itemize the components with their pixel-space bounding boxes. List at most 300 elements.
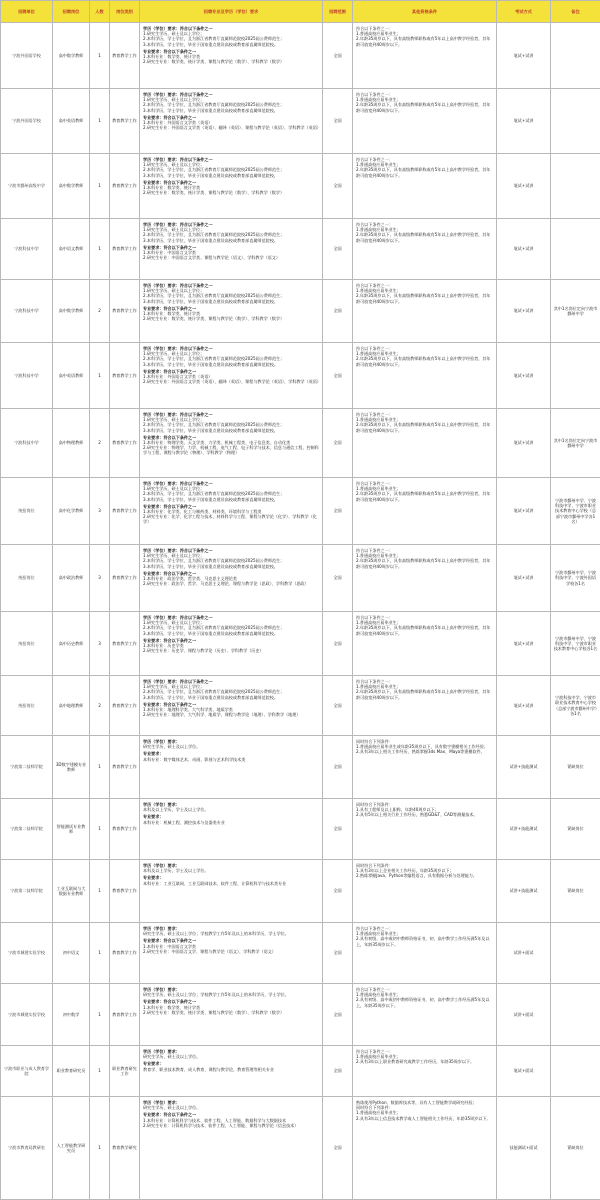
range-cell: 全国 [323, 219, 353, 280]
requirement-line: 3.本科学历，学士学位，毕业于国家重点建设高校或教育部直属师范院校。 [143, 108, 319, 113]
requirements-cell [140, 984, 323, 1046]
condition-line: 2.年龄35周岁以下，具有高级教师职称或有5年以上高中教学经验者，其年龄可放宽到40周岁以下。 [356, 102, 493, 112]
exam-cell: 试讲+面试 [497, 984, 551, 1046]
exam-cell: 试讲+面试 [497, 923, 551, 984]
unit-cell: 宁波科技中学 [1, 280, 53, 343]
requirement-line: 本科专业：工业互联网、工业互联网技术、软件工程、计算机科学与技术类专业 [143, 881, 319, 886]
requirement-group [143, 157, 319, 178]
condition-line: 符合以下条件之一： [356, 283, 493, 288]
range-cell: 全国 [323, 736, 353, 799]
requirement-line: 1.本科专业：数学类、统计学类 [143, 185, 319, 190]
requirement-heading: 专业要求：符合以下条件之一 [143, 938, 319, 943]
exam-cell: 笔试+试讲 [497, 154, 551, 219]
note-cell: 宁波市鄞州中学、宁波科技中学、宁波市职业技术教育中心学校（总部宁波市鄞州中学各1名） [551, 478, 600, 545]
condition-line: 符合以下条件之一： [356, 157, 493, 162]
exam-cell: 笔试+试讲 [497, 280, 551, 343]
conditions-cell [353, 736, 497, 799]
requirement-group [143, 1049, 319, 1059]
requirement-line: 2.本科学历，学士学位，且为浙江省教育厅直属师范院校2025届公费师范生； [143, 293, 319, 298]
count-cell: 1 [90, 89, 110, 154]
requirement-line: 1.研究生学历，硕士及以上学位； [143, 684, 319, 689]
requirement-heading: 专业要求：符合以下条件之一 [143, 115, 319, 120]
count-cell: 1 [90, 923, 110, 984]
requirement-heading: 专业要求：符合以下条件之一 [143, 999, 319, 1004]
requirement-line: 2.研究生专业：数学类、统计学类、课程与教学论（数学）、学科教学（数学） [143, 190, 319, 195]
exam-cell: 笔试+面试 [497, 1046, 551, 1097]
table-row [1, 676, 600, 736]
table-row [1, 1097, 600, 1200]
requirement-heading: 专业要求：符合以下条件之一 [143, 1112, 319, 1117]
note-cell [551, 219, 600, 280]
requirements-cell [140, 1046, 323, 1097]
condition-line: 符合以下条件之一： [356, 926, 493, 931]
requirement-heading: 学历（学位）要求：符合以下条件之一 [143, 679, 319, 684]
count-cell: 2 [90, 409, 110, 478]
condition-line: 2.熟练掌握Java、Python等编程语言，具有数据分析与处理能力。 [356, 873, 493, 878]
requirement-heading: 学历（学位）要求： [143, 863, 319, 868]
condition-line: 符合以下条件之一： [356, 481, 493, 486]
requirement-group [143, 987, 319, 997]
header-range: 招聘范围 [323, 1, 353, 23]
requirements-cell [140, 89, 323, 154]
condition-line: 2.具有初级、高中或初中教师资格证书，初、高中教学工作经历满5年及以上，年龄35周岁以下。 [356, 936, 493, 946]
range-cell: 全国 [323, 676, 353, 736]
category-cell: 职业教育研究工作 [110, 1046, 140, 1097]
requirement-line: 2.本科学历，学士学位，且为浙江省教育厅直属师范院校2025届公费师范生； [143, 625, 319, 630]
table-row [1, 219, 600, 280]
post-cell: 智能测试专业教师 [53, 799, 90, 860]
condition-line: 1.普通高校应届毕业生； [356, 31, 493, 36]
table-row [1, 409, 600, 478]
conditions-cell [353, 409, 497, 478]
requirement-line: 2.研究生专业：化学、化学工程与技术、材料科学与工程、课程与教学论（化学）、学科教学（化学） [143, 514, 319, 524]
note-cell [551, 1046, 600, 1097]
post-cell: 高中数学教师 [53, 154, 90, 219]
requirements-cell [140, 478, 323, 545]
requirement-line: 2.研究生专业：数学类、统计学类、课程与教学论（数学）、学科教学（数学） [143, 59, 319, 64]
requirement-group [143, 245, 319, 261]
note-cell: 紧缺岗位 [551, 799, 600, 860]
note-cell [551, 343, 600, 409]
condition-line: 1.普通高校应届毕业生； [356, 288, 493, 293]
header-post: 招聘岗位 [53, 1, 90, 23]
conditions-cell [353, 89, 497, 154]
requirement-heading: 学历（学位）要求： [143, 1049, 319, 1054]
table-row [1, 23, 600, 89]
header-note: 备注 [551, 1, 600, 23]
count-cell: 1 [90, 1046, 110, 1097]
conditions-cell [353, 676, 497, 736]
condition-line: 符合以下条件之一： [356, 412, 493, 417]
exam-cell: 试讲+技能测试 [497, 799, 551, 860]
requirement-group [143, 346, 319, 367]
exam-cell: 笔试+试讲 [497, 409, 551, 478]
condition-line: 1.普通高校应届毕业生； [356, 684, 493, 689]
condition-line: 1.普通高校应届毕业生； [356, 486, 493, 491]
requirement-group [143, 504, 319, 525]
condition-line: 2.年龄35周岁以下，具有高级教师职称或有5年以上高中教学经验者，其年龄可放宽到40周岁以下。 [356, 558, 493, 568]
requirement-heading: 学历（学位）要求： [143, 739, 319, 744]
category-cell: 教育教学工作 [110, 545, 140, 612]
conditions-cell [353, 612, 497, 676]
exam-cell: 笔试+试讲 [497, 545, 551, 612]
requirement-line: 2.本科学历，学士学位，且为浙江省教育厅直属师范院校2025届公费师范生； [143, 232, 319, 237]
condition-line: 1.普通高校应届毕业生； [356, 417, 493, 422]
requirement-group [143, 306, 319, 322]
count-cell: 2 [90, 676, 110, 736]
requirement-group [143, 751, 319, 761]
range-cell: 全国 [323, 984, 353, 1046]
table-row [1, 1046, 600, 1097]
requirements-cell [140, 860, 323, 923]
post-cell: 高中英语教师 [53, 343, 90, 409]
post-cell: 高中化学教师 [53, 478, 90, 545]
requirement-group [143, 26, 319, 47]
requirement-group [143, 702, 319, 718]
requirement-line: 1.本科专业：地理科学类、大气科学类、地质学类 [143, 707, 319, 712]
requirement-heading: 学历（学位）要求：符合以下条件之一 [143, 92, 319, 97]
requirement-line: 3.本科学历，学士学位，毕业于国家重点建设高校或教育部直属师范院校。 [143, 299, 319, 304]
condition-line: 2.年龄35周岁以下，具有高级教师职称或有5年以上高中教学经验者，其年龄可放宽到40周岁以下。 [356, 625, 493, 635]
requirement-heading: 学历（学位）要求：符合以下条件之一 [143, 412, 319, 417]
requirement-line: 3.本科学历，学士学位，毕业于国家重点建设高校或教育部直属师范院校。 [143, 497, 319, 502]
requirement-line: 2.研究生专业：中国语言文学类、课程与教学论（语文）、学科教学（语文） [143, 255, 319, 260]
note-cell: 紧缺岗位 [551, 1097, 600, 1200]
requirements-cell [140, 923, 323, 984]
requirement-group [143, 283, 319, 304]
unit-cell: 统招岗位 [1, 612, 53, 676]
condition-line: 1.普通高校应届毕业生； [356, 620, 493, 625]
range-cell: 全国 [323, 799, 353, 860]
requirements-cell [140, 219, 323, 280]
requirement-line: 3.本科学历，学士学位，毕业于国家重点建设高校或教育部直属师范院校。 [143, 42, 319, 47]
condition-line: 2.年龄35周岁以下，具有高级教师职称或有5年以上高中教学经验者，其年龄可放宽到40周岁以下。 [356, 167, 493, 177]
requirement-line: 1.研究生学历，硕士及以上学位； [143, 97, 319, 102]
condition-line: 同时符合下列条件： [356, 863, 493, 868]
requirements-cell [140, 343, 323, 409]
post-cell: 高中英语教师 [53, 89, 90, 154]
category-cell: 教育教学工作 [110, 280, 140, 343]
requirement-heading: 专业要求： [143, 1061, 319, 1066]
requirement-heading: 专业要求：符合以下条件之一 [143, 180, 319, 185]
unit-cell: 宁波第二技师学院 [1, 799, 53, 860]
table-row [1, 984, 600, 1046]
count-cell: 3 [90, 612, 110, 676]
category-cell: 教育教学工作 [110, 612, 140, 676]
requirement-group [143, 49, 319, 65]
requirement-heading: 学历（学位）要求：符合以下条件之一 [143, 346, 319, 351]
unit-cell: 宁波第二技师学院 [1, 736, 53, 799]
note-cell: 宁波市鄞州中学、宁波科技中学、宁波外国语学校各1名 [551, 545, 600, 612]
requirement-line: 3.本科学历，学士学位，毕业于国家重点建设高校或教育部直属师范院校。 [143, 238, 319, 243]
exam-cell: 笔试+试讲 [497, 219, 551, 280]
requirement-heading: 学历（学位）要求：符合以下条件之一 [143, 548, 319, 553]
exam-cell: 技能测试+面试 [497, 1097, 551, 1200]
note-cell [551, 923, 600, 984]
unit-cell: 宁波外国语学校 [1, 23, 53, 89]
range-cell: 全国 [323, 343, 353, 409]
count-cell: 1 [90, 23, 110, 89]
post-cell: 人工智能教学研究员 [53, 1097, 90, 1200]
condition-line: 2.具有3年以上信息技术教学或人工智能相关工作经历，年龄35周岁以下。 [356, 1116, 493, 1121]
requirement-heading: 学历（学位）要求： [143, 802, 319, 807]
requirement-line: 2.研究生专业：地理学、大气科学、地质学、课程与教学论（地理）、学科教学（地理） [143, 712, 319, 717]
condition-line: 2.具有3年以上相关工作经历，熟练掌握3ds Max、Maya等建模软件。 [356, 749, 493, 754]
count-cell: 1 [90, 736, 110, 799]
requirement-line: 1.本科专业：数学类、统计学类 [143, 311, 319, 316]
requirement-group [143, 571, 319, 587]
condition-line: 2.年龄35周岁以下，具有高级教师职称或有5年以上高中教学经验者，其年龄可放宽到40周岁以下。 [356, 356, 493, 366]
requirement-line: 本科专业：机械工程、测控技术与仪器类专业 [143, 820, 319, 825]
requirement-line: 1.研究生学历，硕士及以上学位； [143, 31, 319, 36]
range-cell: 全国 [323, 1097, 353, 1200]
header-category: 岗位类别 [110, 1, 140, 23]
condition-line: 2.年龄35周岁以下，具有高级教师职称或有5年以上高中教学经验者，其年龄可放宽到40周岁以下。 [356, 689, 493, 699]
header-count: 人数 [90, 1, 110, 23]
table-row [1, 799, 600, 860]
requirement-heading: 专业要求：符合以下条件之一 [143, 49, 319, 54]
requirement-line: 研究生学历，硕士及以上学位；学校教学工作5年及以上的本科学历，学士学位。 [143, 931, 319, 936]
requirements-cell [140, 23, 323, 89]
category-cell: 教育教学工作 [110, 409, 140, 478]
requirement-line: 本科专业：数字媒体艺术、动画、影视与艺术科学技术类 [143, 757, 319, 762]
requirement-line: 2.本科学历，学士学位，且为浙江省教育厅直属师范院校2025届公费师范生； [143, 167, 319, 172]
requirement-heading: 专业要求：符合以下条件之一 [143, 369, 319, 374]
condition-line: 2.年龄35周岁以下，具有高级教师职称或有5年以上高中教学经验者，其年龄可放宽到40周岁以下。 [356, 232, 493, 242]
requirement-heading: 学历（学位）要求： [143, 1100, 319, 1105]
count-cell: 3 [90, 545, 110, 612]
table-row [1, 343, 600, 409]
requirement-line: 2.研究生专业：外国语言文学类（英语）、翻译（英语）、课程与教学论（英语）、学科教学（英语） [143, 125, 319, 130]
conditions-cell [353, 984, 497, 1046]
requirement-line: 研究生学历，硕士及以上学位；学校教学工作5年及以上的本科学历，学士学位。 [143, 992, 319, 997]
requirement-line: 1.本科专业：化学类、化工与制药类、材料类、环境科学与工程类 [143, 509, 319, 514]
requirement-line: 1.本科专业：数学类、统计学类 [143, 1005, 319, 1010]
category-cell: 教育教学工作 [110, 860, 140, 923]
category-cell: 教育教学工作 [110, 219, 140, 280]
range-cell: 全国 [323, 478, 353, 545]
requirements-cell [140, 409, 323, 478]
post-cell: 高中数学教师 [53, 23, 90, 89]
note-cell [551, 984, 600, 1046]
requirement-heading: 专业要求：符合以下条件之一 [143, 306, 319, 311]
post-cell: 工业互联网与大数据专业教师 [53, 860, 90, 923]
unit-cell: 宁波外国语学校 [1, 89, 53, 154]
condition-line: 1.普通高校应届毕业生或年龄35周岁以下，具有数字建模相关工作经验； [356, 744, 493, 749]
count-cell: 1 [90, 154, 110, 219]
requirement-line: 2.研究生专业：物理学、力学、机械工程、电气工程、电子科学与技术、信息与通信工程、控制科学与工程、课程与教学论（物理）、学科教学（物理） [143, 445, 319, 455]
requirement-line: 1.研究生学历，硕士及以上学位； [143, 417, 319, 422]
requirements-cell [140, 736, 323, 799]
requirement-line: 1.本科专业：计算机科学与技术、软件工程、人工智能、数据科学与大数据技术 [143, 1118, 319, 1123]
requirement-group [143, 802, 319, 812]
requirement-line: 研究生学历，硕士及以上学位。 [143, 744, 319, 749]
unit-cell: 宁波市城建实验学校 [1, 923, 53, 984]
requirements-cell [140, 799, 323, 860]
requirement-heading: 专业要求：符合以下条件之一 [143, 435, 319, 440]
requirement-group [143, 92, 319, 113]
requirement-group [143, 1061, 319, 1071]
requirement-line: 研究生学历，硕士及以上学位。 [143, 1054, 319, 1059]
table-row [1, 280, 600, 343]
requirement-line: 1.本科专业：政治学类、哲学类、马克思主义理论类 [143, 576, 319, 581]
condition-line: 1.普通高校应届毕业生； [356, 553, 493, 558]
exam-cell: 笔试+试讲 [497, 676, 551, 736]
count-cell: 1 [90, 799, 110, 860]
condition-line: 1.普通高校应届毕业生； [356, 162, 493, 167]
exam-cell: 笔试+试讲 [497, 23, 551, 89]
conditions-cell [353, 860, 497, 923]
requirement-line: 1.本科专业：中国语言文学类 [143, 944, 319, 949]
requirement-line: 3.本科学历，学士学位，毕业于国家重点建设高校或教育部直属师范院校。 [143, 631, 319, 636]
requirement-line: 1.研究生学历，硕士及以上学位； [143, 351, 319, 356]
condition-line: 熟练使用Python、数据库技术等，具有人工智能教学或研究经验； [356, 1100, 493, 1105]
category-cell: 教育教学研究 [110, 1097, 140, 1200]
exam-cell: 笔试+试讲 [497, 612, 551, 676]
unit-cell: 统招岗位 [1, 676, 53, 736]
requirement-heading: 学历（学位）要求：符合以下条件之一 [143, 283, 319, 288]
unit-cell: 宁波市城建实验学校 [1, 984, 53, 1046]
requirements-cell [140, 612, 323, 676]
requirement-heading: 学历（学位）要求：符合以下条件之一 [143, 481, 319, 486]
count-cell: 1 [90, 1097, 110, 1200]
requirement-group [143, 412, 319, 433]
condition-line: 同时符合下列条件： [356, 802, 493, 807]
conditions-cell [353, 1046, 497, 1097]
table-row [1, 154, 600, 219]
requirement-group [143, 1100, 319, 1110]
requirement-line: 2.本科学历，学士学位，且为浙江省教育厅直属师范院校2025届公费师范生； [143, 102, 319, 107]
requirement-group [143, 435, 319, 456]
post-cell: 高中地理教师 [53, 676, 90, 736]
category-cell: 教育教学工作 [110, 478, 140, 545]
requirement-line: 2.本科学历，学士学位，且为浙江省教育厅直属师范院校2025届公费师范生； [143, 491, 319, 496]
category-cell: 教育教学工作 [110, 736, 140, 799]
requirement-group [143, 638, 319, 654]
requirement-group [143, 999, 319, 1015]
requirement-group [143, 814, 319, 824]
unit-cell: 宁波第二技师学院 [1, 860, 53, 923]
exam-cell: 试讲+技能测试 [497, 736, 551, 799]
range-cell: 全国 [323, 1046, 353, 1097]
requirement-line: 1.本科专业：数学类、统计学类 [143, 54, 319, 59]
requirement-line: 2.研究生专业：中国语言文学、课程与教学论（语文）、学科教学（语文） [143, 949, 319, 954]
post-cell: 高中历史教师 [53, 612, 90, 676]
table-row [1, 860, 600, 923]
condition-line: 1.普通高校应届毕业生； [356, 97, 493, 102]
requirement-line: 本科及以上学历，学士及以上学位。 [143, 807, 319, 812]
condition-line: 同时符合下列条件： [356, 739, 493, 744]
header-unit: 招聘单位 [1, 1, 53, 23]
table-row [1, 923, 600, 984]
conditions-cell [353, 545, 497, 612]
requirement-group [143, 369, 319, 385]
requirement-heading: 学历（学位）要求：符合以下条件之一 [143, 222, 319, 227]
unit-cell: 宁波市鄞州高级中学 [1, 154, 53, 219]
note-cell: 紧缺岗位 [551, 860, 600, 923]
range-cell: 全国 [323, 154, 353, 219]
conditions-cell [353, 280, 497, 343]
conditions-cell [353, 219, 497, 280]
condition-line: 符合以下条件之一： [356, 548, 493, 553]
count-cell: 1 [90, 984, 110, 1046]
range-cell: 全国 [323, 612, 353, 676]
requirement-line: 2.研究生专业：历史学、课程与教学论（历史）、学科教学（历史） [143, 648, 319, 653]
requirement-heading: 专业要求：符合以下条件之一 [143, 638, 319, 643]
condition-line: 符合以下条件之一： [356, 92, 493, 97]
condition-line: 2.具有5年以上相关行业工作经历，熟悉GD&T、CAD等测量技术。 [356, 812, 493, 817]
requirement-heading: 学历（学位）要求：符合以下条件之一 [143, 26, 319, 31]
count-cell: 1 [90, 860, 110, 923]
note-cell: 其中1名岗位定向宁波市鄞州中学 [551, 409, 600, 478]
unit-cell: 统招岗位 [1, 545, 53, 612]
category-cell: 教育教学工作 [110, 676, 140, 736]
table-row [1, 89, 600, 154]
requirement-line: 1.本科专业：外国语言文学类（英语） [143, 120, 319, 125]
requirement-group [143, 222, 319, 243]
requirement-line: 2.研究生专业：数学类、统计学类、课程与教学论（数学）、学科教学（数学） [143, 316, 319, 321]
note-cell: 紧缺岗位 [551, 736, 600, 799]
requirement-line: 2.研究生专业：数学类、统计学类、课程与教学论（数学）、学科教学（数学） [143, 1010, 319, 1015]
category-cell: 教育教学工作 [110, 984, 140, 1046]
post-cell: 职业教育研究员 [53, 1046, 90, 1097]
requirement-line: 1.研究生学历，硕士及以上学位； [143, 553, 319, 558]
requirement-group [143, 875, 319, 885]
unit-cell: 统招岗位 [1, 478, 53, 545]
condition-line: 2.年龄35周岁以下，具有高级教师职称或有5年以上高中教学经验者，其年龄可放宽到40周岁以下。 [356, 36, 493, 46]
note-cell [551, 89, 600, 154]
post-cell: 初中语文 [53, 923, 90, 984]
requirement-line: 1.研究生学历，硕士及以上学位； [143, 288, 319, 293]
requirements-cell [140, 676, 323, 736]
requirement-line: 本科及以上学历，学士及以上学位。 [143, 868, 319, 873]
condition-line: 1.普通高校应届毕业生； [356, 931, 493, 936]
unit-cell: 宁波科技中学 [1, 409, 53, 478]
requirement-line: 2.研究生专业：政治学、哲学、马克思主义理论、课程与教学论（思政）、学科教学（思政） [143, 581, 319, 586]
note-cell [551, 23, 600, 89]
unit-cell: 宁波科技中学 [1, 219, 53, 280]
table-row [1, 478, 600, 545]
requirement-group [143, 1112, 319, 1128]
conditions-cell [353, 923, 497, 984]
category-cell: 教育教学工作 [110, 154, 140, 219]
requirement-group [143, 926, 319, 936]
exam-cell: 笔试+试讲 [497, 343, 551, 409]
requirement-line: 2.本科学历，学士学位，且为浙江省教育厅直属师范院校2025届公费师范生； [143, 558, 319, 563]
range-cell: 全国 [323, 409, 353, 478]
table-row [1, 545, 600, 612]
requirements-cell [140, 154, 323, 219]
header-exam: 考试方式 [497, 1, 551, 23]
requirement-heading: 专业要求： [143, 751, 319, 756]
requirement-group [143, 115, 319, 131]
note-cell [551, 154, 600, 219]
range-cell: 全国 [323, 923, 353, 984]
header-conditions: 其他资格条件 [353, 1, 497, 23]
requirement-line: 2.本科学历，学士学位，且为浙江省教育厅直属师范院校2025届公费师范生； [143, 689, 319, 694]
range-cell: 全国 [323, 23, 353, 89]
requirement-heading: 专业要求：符合以下条件之一 [143, 504, 319, 509]
condition-line: 符合以下条件之一： [356, 1049, 493, 1054]
requirement-heading: 专业要求： [143, 875, 319, 880]
requirement-group [143, 481, 319, 502]
post-cell: 初中数学 [53, 984, 90, 1046]
requirement-group [143, 739, 319, 749]
requirement-line: 教育学、职业技术教育、成人教育、课程与教学论、教育管理等相关专业 [143, 1067, 319, 1072]
requirement-group [143, 679, 319, 700]
category-cell: 教育教学工作 [110, 89, 140, 154]
table-row [1, 736, 600, 799]
